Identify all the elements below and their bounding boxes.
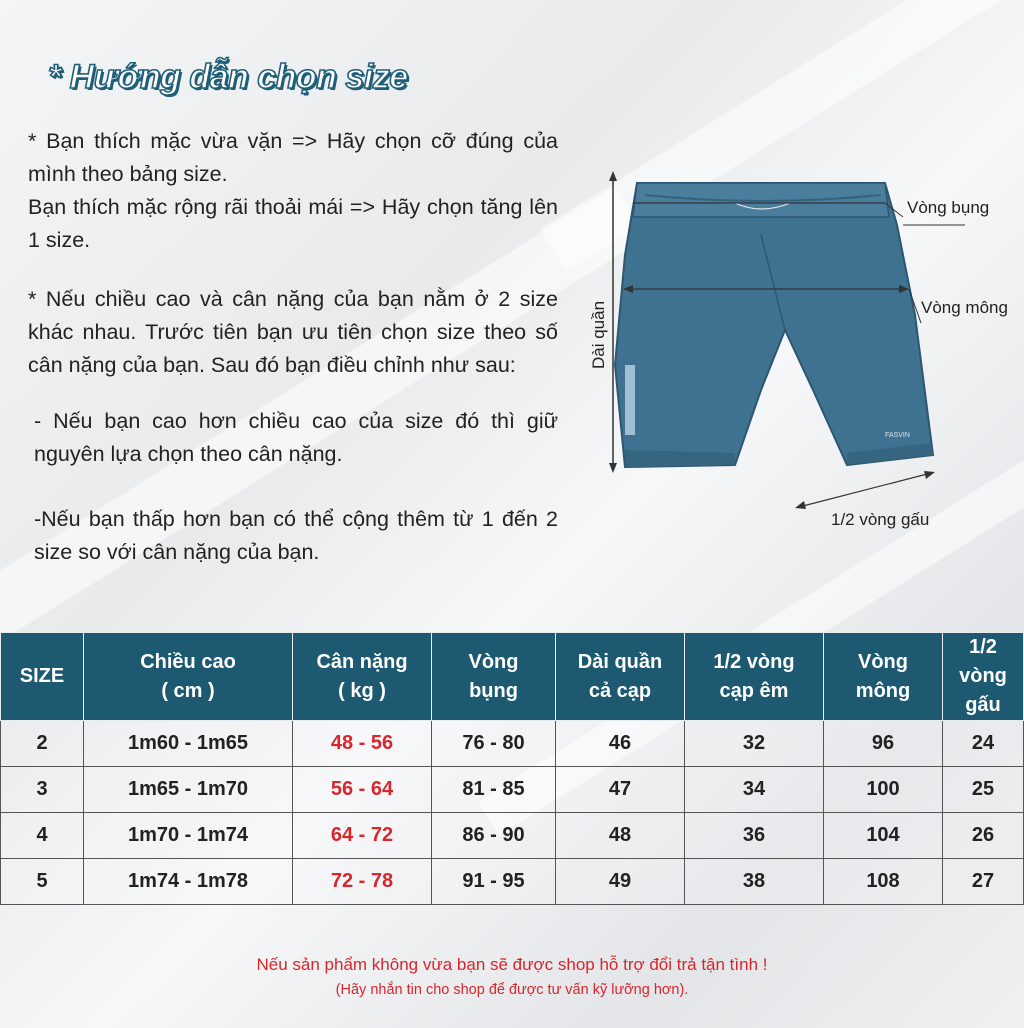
cell-waist: 86 - 90: [432, 813, 556, 859]
cell-length: 49: [556, 859, 685, 905]
shorts-illustration: [585, 165, 1015, 535]
cell-half-hem: 27: [943, 859, 1024, 905]
cell-height: 1m70 - 1m74: [84, 813, 293, 859]
header-half-hem: 1/2 vòng gấu: [943, 633, 1024, 721]
table-row: [1, 813, 1024, 859]
cell-weight: 48 - 56: [293, 721, 432, 767]
size-table-header: [1, 633, 1024, 721]
cell-length: 47: [556, 767, 685, 813]
cell-weight: 56 - 64: [293, 767, 432, 813]
cell-hip: 104: [824, 813, 943, 859]
cell-height: 1m74 - 1m78: [84, 859, 293, 905]
cell-size: 4: [1, 813, 84, 859]
cell-half-hem: 25: [943, 767, 1024, 813]
hem-label: 1/2 vòng gấu: [831, 510, 930, 529]
intro-block-2: [28, 283, 558, 382]
cell-length: 48: [556, 813, 685, 859]
cell-size: 3: [1, 767, 84, 813]
header-weight: Cân nặng ( kg ): [293, 633, 432, 721]
cell-half-waistband: 32: [685, 721, 824, 767]
header-hip: Vòng mông: [824, 633, 943, 721]
cell-size: 2: [1, 721, 84, 767]
contact-notice: (Hãy nhắn tin cho shop để được tư vấn kỹ lưỡng hơn).: [335, 982, 689, 998]
cell-half-waistband: 34: [685, 767, 824, 813]
hip-label: Vòng mông: [921, 298, 1008, 317]
intro-block-1: [28, 125, 558, 257]
shorts-diagram: [585, 165, 1015, 535]
table-row: [1, 767, 1024, 813]
cell-half-hem: 24: [943, 721, 1024, 767]
cell-weight: 64 - 72: [293, 813, 432, 859]
intro-conflict-text: * Nếu chiều cao và cân nặng của bạn nằm ở 2 size khác nhau. Trước tiên bạn ưu tiên chọn size theo số cân nặng của bạn. Sau đó bạn điều chỉnh như sau:: [28, 287, 558, 377]
brand-mark: FASVIN: [885, 432, 910, 439]
cell-waist: 76 - 80: [432, 721, 556, 767]
cell-height: 1m65 - 1m70: [84, 767, 293, 813]
table-row: [1, 721, 1024, 767]
cell-height: 1m60 - 1m65: [84, 721, 293, 767]
cell-weight: 72 - 78: [293, 859, 432, 905]
length-label: Dài quần: [589, 300, 609, 370]
cell-half-hem: 26: [943, 813, 1024, 859]
waist-label: Vòng bụng: [907, 198, 990, 217]
intro-block-4: [28, 503, 558, 569]
cell-waist: 91 - 95: [432, 859, 556, 905]
cell-half-waistband: 36: [685, 813, 824, 859]
intro-block-3: [28, 405, 558, 471]
exchange-notice: Nếu sản phẩm không vừa bạn sẽ được shop hỗ trợ đổi trả tận tình !: [256, 955, 768, 974]
cell-hip: 96: [824, 721, 943, 767]
header-half-waistband: 1/2 vòng cạp êm: [685, 633, 824, 721]
intro-loose-text: Bạn thích mặc rộng rãi thoải mái => Hãy chọn tăng lên 1 size.: [28, 195, 558, 252]
cell-length: 46: [556, 721, 685, 767]
header-length: Dài quần cả cạp: [556, 633, 685, 721]
header-size: SIZE: [1, 633, 84, 721]
intro-taller-text: - Nếu bạn cao hơn chiều cao của size đó thì giữ nguyên lựa chọn theo cân nặng.: [34, 409, 558, 466]
cell-hip: 100: [824, 767, 943, 813]
header-height: Chiều cao ( cm ): [84, 633, 293, 721]
cell-half-waistband: 38: [685, 859, 824, 905]
header-waist: Vòng bụng: [432, 633, 556, 721]
cell-size: 5: [1, 859, 84, 905]
cell-waist: 81 - 85: [432, 767, 556, 813]
page-title: * Hướng dẫn chọn size: [48, 58, 408, 96]
cell-hip: 108: [824, 859, 943, 905]
table-row: [1, 859, 1024, 905]
size-table: [0, 632, 1024, 905]
intro-shorter-text: -Nếu bạn thấp hơn bạn có thể cộng thêm từ 1 đến 2 size so với cân nặng của bạn.: [34, 507, 558, 564]
intro-fit-text: * Bạn thích mặc vừa vặn => Hãy chọn cỡ đúng của mình theo bảng size.: [28, 129, 558, 186]
